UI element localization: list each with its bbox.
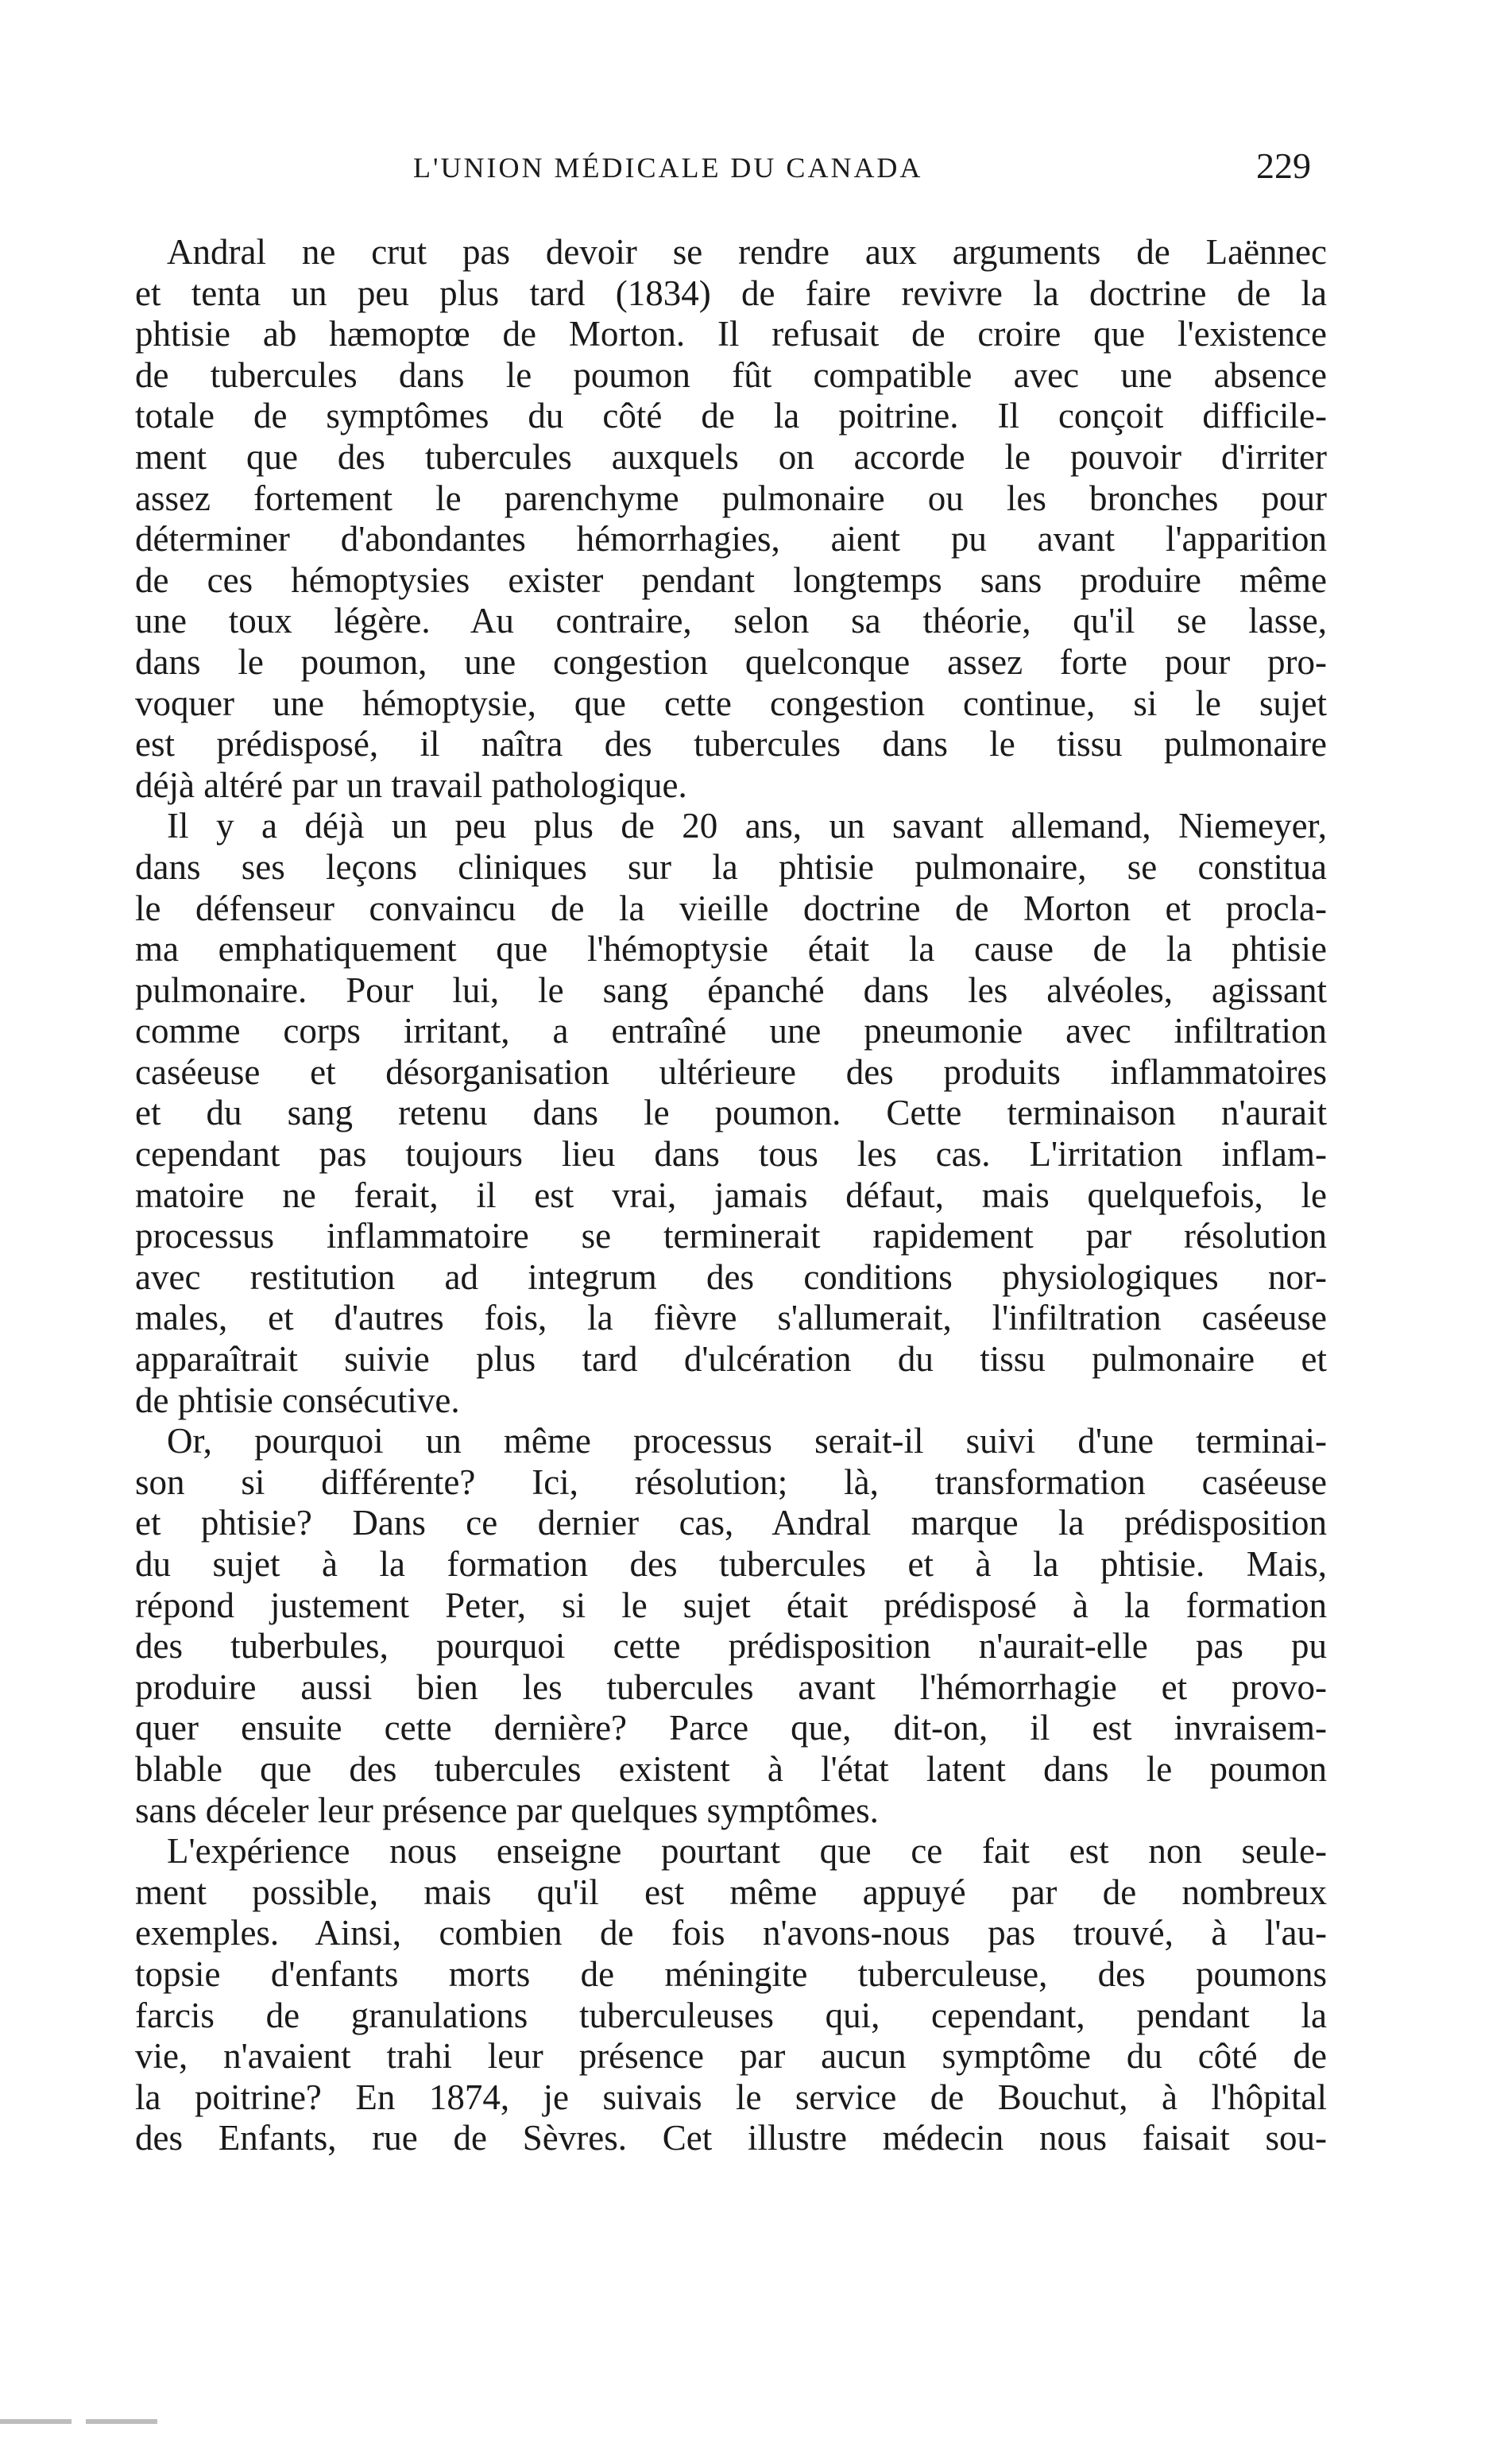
text-line: répond justement Peter, si le sujet était prédisposé à la formation <box>135 1585 1327 1625</box>
text-line: matoire ne ferait, il est vrai, jamais défaut, mais quelquefois, le <box>135 1175 1327 1215</box>
text-line: de phtisie consécutive. <box>135 1380 460 1420</box>
text-line: cependant pas toujours lieu dans tous les cas. L'irritation inflam- <box>135 1134 1327 1175</box>
text-line: sans déceler leur présence par quelques symptômes. <box>135 1790 879 1830</box>
text-line: vie, n'avaient trahi leur présence par aucun symptôme du côté de <box>135 2036 1327 2077</box>
text-line: apparaîtrait suivie plus tard d'ulcération du tissu pulmonaire et <box>135 1339 1327 1380</box>
text-line: Il y a déjà un peu plus de 20 ans, un savant allemand, Niemeyer, <box>167 806 1327 846</box>
text-line: et phtisie? Dans ce dernier cas, Andral marque la prédisposition <box>135 1503 1327 1543</box>
text-line: avec restitution ad integrum des conditions physiologiques nor- <box>135 1256 1327 1297</box>
text-line: exemples. Ainsi, combien de fois n'avons-nous pas trouvé, à l'au- <box>135 1913 1327 1953</box>
text-line: caséeuse et désorganisation ultérieure des produits inflammatoires <box>135 1051 1327 1092</box>
text-line: la poitrine? En 1874, je suivais le service de Bouchut, à l'hôpital <box>135 2077 1327 2117</box>
text-line: phtisie ab hæmoptœ de Morton. Il refusait de croire que l'existence <box>135 314 1327 354</box>
text-line: voquer une hémoptysie, que cette congestion continue, si le sujet <box>135 683 1327 723</box>
text-line: males, et d'autres fois, la fièvre s'allumerait, l'infiltration caséeuse <box>135 1298 1327 1338</box>
text-line: topsie d'enfants morts de méningite tuberculeuse, des poumons <box>135 1953 1327 1994</box>
text-line: déterminer d'abondantes hémorrhagies, aient pu avant l'apparition <box>135 519 1327 559</box>
text-line: des tuberbules, pourquoi cette prédisposition n'aurait-elle pas pu <box>135 1626 1327 1667</box>
text-line: déjà altéré par un travail pathologique. <box>135 765 687 805</box>
text-line: et tenta un peu plus tard (1834) de faire revivre la doctrine de la <box>135 273 1327 313</box>
text-line: le défenseur convaincu de la vieille doctrine de Morton et procla- <box>135 888 1327 928</box>
text-line: son si différente? Ici, résolution; là, transformation caséeuse <box>135 1461 1327 1502</box>
text-line: dans ses leçons cliniques sur la phtisie pulmonaire, se constitua <box>135 846 1327 887</box>
text-line: produire aussi bien les tubercules avant l'hémorrhagie et provo- <box>135 1667 1327 1707</box>
text-line: assez fortement le parenchyme pulmonaire ou les bronches pour <box>135 478 1327 518</box>
text-line: Or, pourquoi un même processus serait-il suivi d'une terminai- <box>167 1421 1327 1461</box>
scan-smudge <box>0 2412 238 2428</box>
text-line: L'expérience nous enseigne pourtant que ce fait est non seule- <box>167 1831 1327 1872</box>
text-line: dans le poumon, une congestion quelconque assez forte pour pro- <box>135 641 1327 682</box>
text-line: et du sang retenu dans le poumon. Cette terminaison n'aurait <box>135 1093 1327 1133</box>
running-title: L'UNION MÉDICALE DU CANADA <box>413 152 923 184</box>
text-line: est prédisposé, il naîtra des tubercules dans le tissu pulmonaire <box>135 724 1327 765</box>
text-line: du sujet à la formation des tubercules et à la phtisie. Mais, <box>135 1544 1327 1584</box>
text-line: de ces hémoptysies exister pendant longtemps sans produire même <box>135 559 1327 600</box>
text-line: quer ensuite cette dernière? Parce que, dit-on, il est invraisem- <box>135 1708 1327 1748</box>
text-line: ment possible, mais qu'il est même appuyé par de nombreux <box>135 1872 1327 1912</box>
page-number: 229 <box>1256 145 1311 186</box>
text-line: pulmonaire. Pour lui, le sang épanché dans les alvéoles, agissant <box>135 970 1327 1010</box>
text-line: totale de symptômes du côté de la poitrine. Il conçoit difficile- <box>135 396 1327 436</box>
text-line: ma emphatiquement que l'hémoptysie était la cause de la phtisie <box>135 929 1327 970</box>
text-line: Andral ne crut pas devoir se rendre aux arguments de Laënnec <box>167 232 1327 272</box>
text-line: processus inflammatoire se terminerait rapidement par résolution <box>135 1216 1327 1256</box>
page-header <box>159 145 1367 199</box>
text-line: blable que des tubercules existent à l'état latent dans le poumon <box>135 1748 1327 1789</box>
text-line: de tubercules dans le poumon fût compatible avec une absence <box>135 354 1327 395</box>
text-line: ment que des tubercules auxquels on accorde le pouvoir d'irriter <box>135 436 1327 477</box>
text-line: comme corps irritant, a entraîné une pneumonie avec infiltration <box>135 1011 1327 1051</box>
text-line: des Enfants, rue de Sèvres. Cet illustre médecin nous faisait sou- <box>135 2118 1327 2158</box>
text-line: une toux légère. Au contraire, selon sa théorie, qu'il se lasse, <box>135 601 1327 641</box>
text-line: farcis de granulations tuberculeuses qui, cependant, pendant la <box>135 1995 1327 2035</box>
body-text <box>135 232 1327 2235</box>
